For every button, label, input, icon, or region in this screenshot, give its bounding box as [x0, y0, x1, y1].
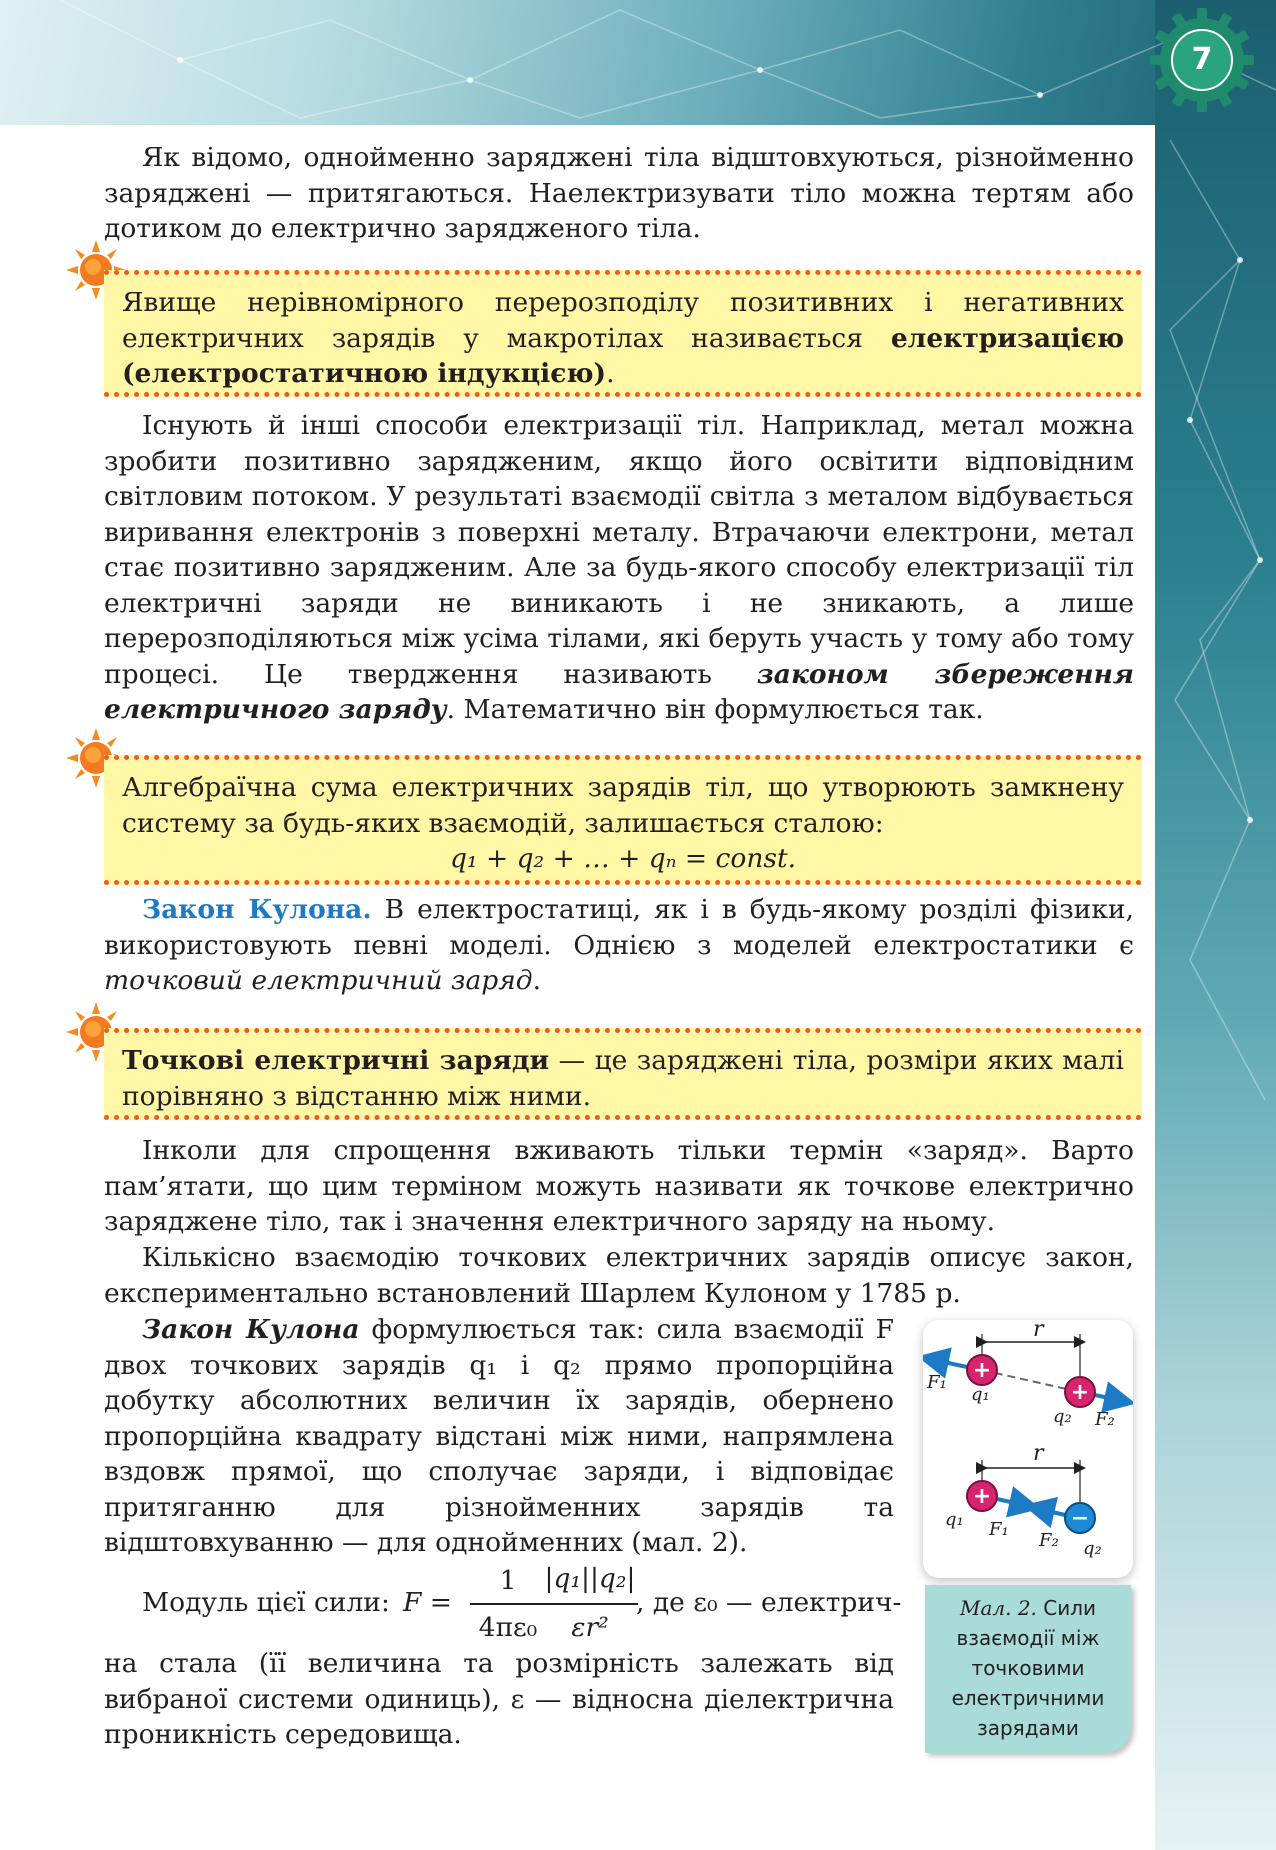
- text: формулюється так: сила взаємодії F двох точкових зарядів q₁ і q₂ прямо пропорційна добутку абсолютних величин їх зарядів, обернено пропорційна квадрату відстані між ними, напрямлена вздовж прямої, що сполучає заряди, і відповідає притяганню для різнойменних зарядів та відштовхуванню — для однойменних (мал. 2).: [104, 1314, 894, 1558]
- charge-label: q₂: [1053, 1406, 1072, 1427]
- definition-text: [104, 760, 1142, 883]
- force-vector-f1-bottom: [997, 1499, 1033, 1507]
- charge-sign: −: [1070, 1506, 1090, 1531]
- section-heading-coulomb: Закон Кулона.: [142, 894, 372, 925]
- formula-lhs: F =: [403, 1587, 453, 1618]
- text: .: [532, 965, 542, 996]
- force-vector-f1-top: [925, 1358, 967, 1367]
- caption-text: Сили взаємодії між точковими електричними зарядами: [951, 1596, 1105, 1740]
- formula-suffix: , де ε₀ — електрич-: [636, 1587, 902, 1618]
- definition-text: [104, 1033, 1142, 1120]
- term-coulomb-law: Закон Кулона: [142, 1314, 360, 1345]
- paragraph-permittivity: на стала (її величина та розмірність залежать від вибраної системи одиниць), ε — відносна діелектрична проникність середовища.: [104, 1648, 894, 1750]
- conservation-formula: q₁ + q₂ + … + qₙ = const.: [449, 843, 797, 874]
- definition-charge-conservation: [104, 755, 1142, 885]
- text: Існують й інші способи електризації тіл. Наприклад, метал можна зробити позитивно зарядженим, якщо його освітити відповідним світловим потоком. У результаті взаємодії світла з металом відбувається виривання електронів з поверхні металу. Втрачаючи електрони, метал стає позитивно зарядженим. Але за будь-якого способу електризації тіл електричні заряди не виникають і не зникають, а лише перерозподіляються між усіма тілами, які беруть участь у тому або тому процесі. Це твердження називають: [104, 410, 1134, 690]
- force-vector-f2-bottom: [1031, 1507, 1065, 1515]
- paragraph-coulomb-law: [104, 1312, 894, 1561]
- paragraph-intro: Як відомо, однойменно заряджені тіла відштовхуються, різнойменно заряджені — притягаються. Наелектризувати тіло можна тертям або дотиком до електрично зарядженого тіла.: [104, 142, 1134, 244]
- fraction-2-numerator: |q₁||q₂|: [544, 1563, 636, 1594]
- force-vector-f2-top: [1095, 1395, 1128, 1402]
- term-conservation-law: законом збереження електричного заряду: [104, 658, 1135, 725]
- figure-caption: [925, 1585, 1131, 1753]
- paragraph-term-charge: Інколи для спрощення вживають тільки термін «заряд». Варто пам’ятати, що цим терміном можуть називати як точкове електрично заряджене тіло, так і значення електричного заряду на ньому.: [104, 1135, 1134, 1237]
- charge-label: q₁: [945, 1509, 964, 1530]
- formula-prefix: Модуль цієї сили:: [142, 1587, 390, 1618]
- definition-plain: — це заряджені тіла, розміри яких малі порівняно з відстанню між ними.: [122, 1045, 1124, 1112]
- text: В електростатиці, як і в будь-якому розділі фізики, використовують певні моделі. Однією з моделей електростатики є: [104, 894, 1134, 961]
- paragraph-coulomb-intro: [104, 892, 1134, 999]
- force-label: F₂: [1095, 1409, 1115, 1430]
- term-electrization: електризацією (електростатичною індукцією): [122, 322, 1124, 389]
- force-label: F₁: [927, 1372, 947, 1393]
- charge-label: q₁: [971, 1384, 990, 1405]
- definition-end: .: [606, 358, 615, 389]
- charge-sign: +: [972, 1484, 992, 1509]
- fraction-1-numerator: 1: [499, 1565, 517, 1596]
- definition-point-charges: [104, 1028, 1142, 1120]
- definition-plain: Алгебраїчна сума електричних зарядів тіл, що утворюють замкнену систему за будь-яких взаємодій, залишається сталою:: [122, 772, 1124, 839]
- charge-sign: +: [1070, 1380, 1090, 1405]
- force-label: F₁: [989, 1519, 1009, 1540]
- charge-sign: +: [972, 1358, 992, 1383]
- paragraph-other-methods: [104, 408, 1134, 728]
- text: . Математично він формулюється так.: [446, 694, 984, 725]
- force-label: F₂: [1039, 1530, 1059, 1551]
- term-point-charge: точковий електричний заряд: [104, 965, 533, 996]
- definition-electrization: [104, 270, 1142, 397]
- charge-label: q₂: [1083, 1538, 1102, 1559]
- caption-label: Мал. 2.: [959, 1596, 1037, 1620]
- distance-label: r: [1033, 1320, 1044, 1342]
- page-number: 7: [1191, 42, 1213, 77]
- fraction-1-denominator: 4πε₀: [478, 1612, 538, 1643]
- fraction-2-bar: [542, 1603, 638, 1605]
- definition-text: [104, 275, 1142, 398]
- coulomb-diagram: [923, 1320, 1133, 1578]
- paragraph-coulomb-history: Кількісно взаємодію точкових електричних зарядів описує закон, експериментально встановлений Шарлем Кулоном у 1785 р.: [104, 1242, 1134, 1309]
- distance-label: r: [1033, 1441, 1044, 1466]
- fraction-1-bar: [470, 1603, 548, 1605]
- definition-plain: Явище нерівномірного перерозподілу позитивних і негативних електричних зарядів у макротілах називається: [122, 287, 1124, 354]
- term-point-charges: Точкові електричні заряди: [122, 1045, 550, 1076]
- fraction-2-denominator: εr²: [571, 1612, 609, 1643]
